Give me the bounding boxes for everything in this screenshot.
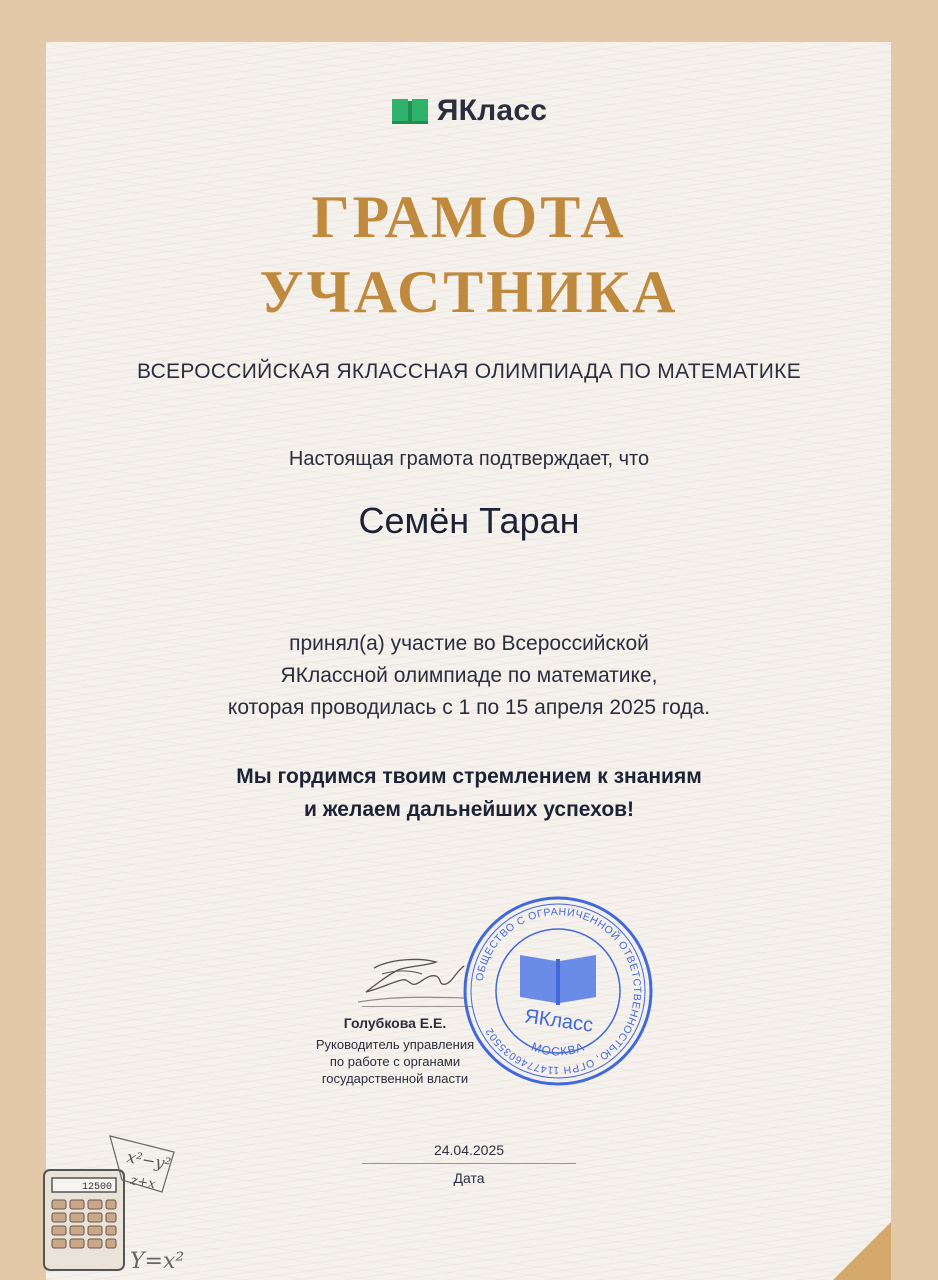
olympiad-name: ВСЕРОССИЙСКАЯ ЯКЛАССНАЯ ОЛИМПИАДА ПО МАТЕМАТИКЕ — [136, 360, 801, 383]
svg-text:Y=x²: Y=x² — [130, 1249, 185, 1274]
signer-position-line: государственной власти — [321, 1071, 469, 1086]
body-line: принял(а) участие во Всероссийской — [289, 632, 649, 655]
body-line: ЯКлассной олимпиаде по математике, — [280, 664, 658, 687]
svg-text:12500: 12500 — [81, 1182, 112, 1193]
corner-ribbon — [833, 1222, 891, 1280]
brand-logo — [0, 94, 938, 128]
wish-line: и желаем дальнейших успехов! — [303, 798, 635, 821]
wish-line: Мы гордимся твоим стремлением к знаниям — [236, 765, 702, 788]
certificate-title-line1: ГРАМОТА — [311, 184, 627, 250]
signer-position-line: Руководитель управления — [315, 1037, 475, 1052]
signature-line — [362, 1006, 472, 1007]
svg-text:ОБЩЕСТВО С ОГРАНИЧЕННОЙ ОТВЕТС: ОБЩЕСТВО С ОГРАНИЧЕННОЙ ОТВЕТСТВЕННОСТЬЮ, ОГРН 1147746035502 — [473, 905, 644, 1077]
stamp-book-icon — [520, 955, 596, 1005]
svg-text:МОСКВА: МОСКВА — [529, 1039, 587, 1059]
confirm-text: Настоящая грамота подтверждает, что — [288, 448, 650, 470]
handwritten-signature — [352, 952, 472, 1008]
stamp-brand-text: ЯКласс — [523, 1005, 595, 1037]
date-value: 24.04.2025 — [433, 1142, 505, 1158]
company-stamp — [460, 893, 656, 1089]
logo-text: ЯКласс — [436, 94, 548, 127]
svg-text:z+x: z+x — [129, 1173, 157, 1193]
signer-name: Голубкова Е.Е. — [343, 1015, 447, 1031]
signer-position-line: по работе с органами — [329, 1054, 461, 1069]
date-line — [362, 1163, 576, 1164]
date-label: Дата — [453, 1170, 485, 1186]
certificate-title-line2: УЧАСТНИКА — [259, 259, 679, 325]
book-logo-icon — [391, 96, 429, 126]
recipient-name: Семён Таран — [358, 500, 580, 541]
body-line: которая проводилась с 1 по 15 апреля 2025 года. — [227, 696, 711, 719]
calculator-decoration — [40, 1128, 200, 1280]
svg-text:x²−y²: x²−y² — [125, 1147, 173, 1174]
